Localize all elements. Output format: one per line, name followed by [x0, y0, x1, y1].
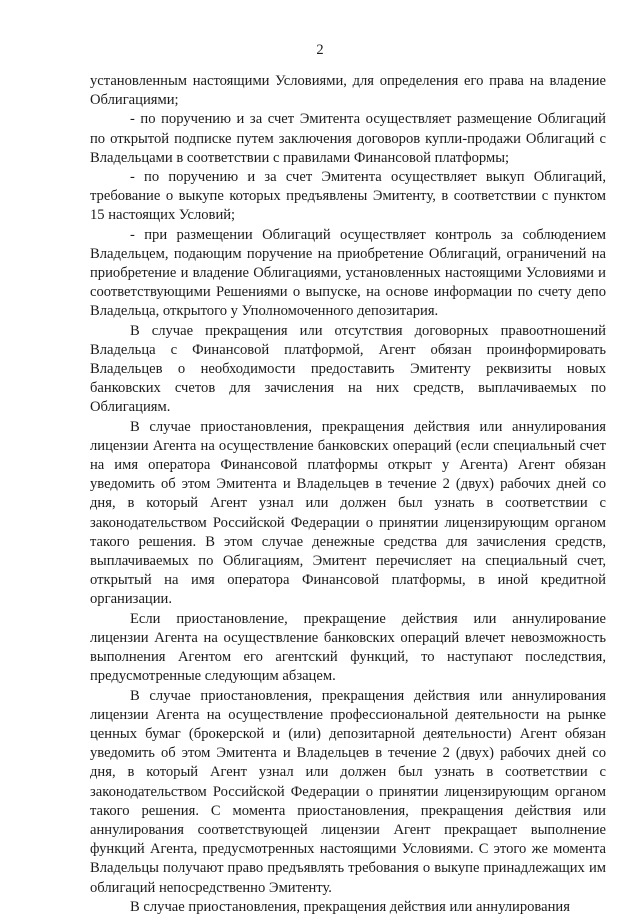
list-item-buyback: - по поручению и за счет Эмитента осуществляет выкуп Облигаций, требование о выкупе которых предъявлены Эмитенту, в соответствии с пунктом 15 настоящих Условий; [90, 169, 606, 224]
document-body [90, 72, 606, 917]
paragraph-license-consequences: Если приостановление, прекращение действия или аннулирование лицензии Агента на осуществление банковских операций влечет невозможность выполнения Агентом его агентский функций, то наступают последствия, предусмотренные следующим абзацем. [90, 610, 606, 685]
paragraph-trailing: В случае приостановления, прекращения действия или аннулирования [130, 898, 570, 915]
paragraph-banking-license: В случае приостановления, прекращения действия или аннулирования лицензии Агента на осуществление банковских операций (если специальный счет на имя оператора Финансовой платформы открыт у Агента) Агент обязан уведомить об этом Эмитента и Владельцев в течение 2 (двух) рабочих дней со дня, в который Агент узнал или должен был узнать в соответствии с законодательством Российской Федерации о принятии лицензирующим органом такого решения. В этом случае денежные средства для зачисления средств, выплачиваемых по Облигациям, Эмитент перечисляет на специальный счет, открытый на имя оператора Финансовой платформы, в иной кредитной организации. [90, 418, 606, 608]
paragraph-continuation: установленным настоящими Условиями, для определения его права на владение Облигациями; [90, 73, 606, 109]
list-item-placement: - по поручению и за счет Эмитента осуществляет размещение Облигаций по открытой подписке путем заключения договоров купли-продажи Облигаций с Владельцами в соответствии с правилами Финансовой платформы; [90, 111, 606, 166]
paragraph-platform-relations: В случае прекращения или отсутствия договорных правоотношений Владельца с Финансовой платформой, Агент обязан проинформировать Владельцев о необходимости предоставить Эмитенту реквизиты новых банковских счетов для зачисления на них средств, выплачиваемых по Облигациям. [90, 322, 606, 416]
page-number: 2 [316, 42, 324, 58]
list-item-control: - при размещении Облигаций осуществляет контроль за соблюдением Владельцем, подающим поручение на приобретение Облигаций, ограничений на приобретение и владение Облигациями, установленных настоящими Условиями и соответствующими Решениями о выпуске, на основе информации по счету депо Владельца, открытого у Уполномоченного депозитария. [90, 226, 606, 320]
paragraph-securities-license: В случае приостановления, прекращения действия или аннулирования лицензии Агента на осуществление профессиональной деятельности на рынке ценных бумаг (брокерской и (или) депозитарной деятельности) Агент обязан уведомить об этом Эмитента и Владельцев в течение 2 (двух) рабочих дней со дня, в который Агент узнал или должен был узнать в соответствии с законодательством Российской Федерации о принятии лицензирующим органом такого решения. С момента приостановления, прекращения действия или аннулирования соответствующей лицензии Агент прекращает выполнение функций Агента, предусмотренных настоящими Условиями. С этого же момента Владельцы получают право предъявлять требования о выкупе принадлежащих им облигаций непосредственно Эмитенту. [90, 687, 606, 896]
